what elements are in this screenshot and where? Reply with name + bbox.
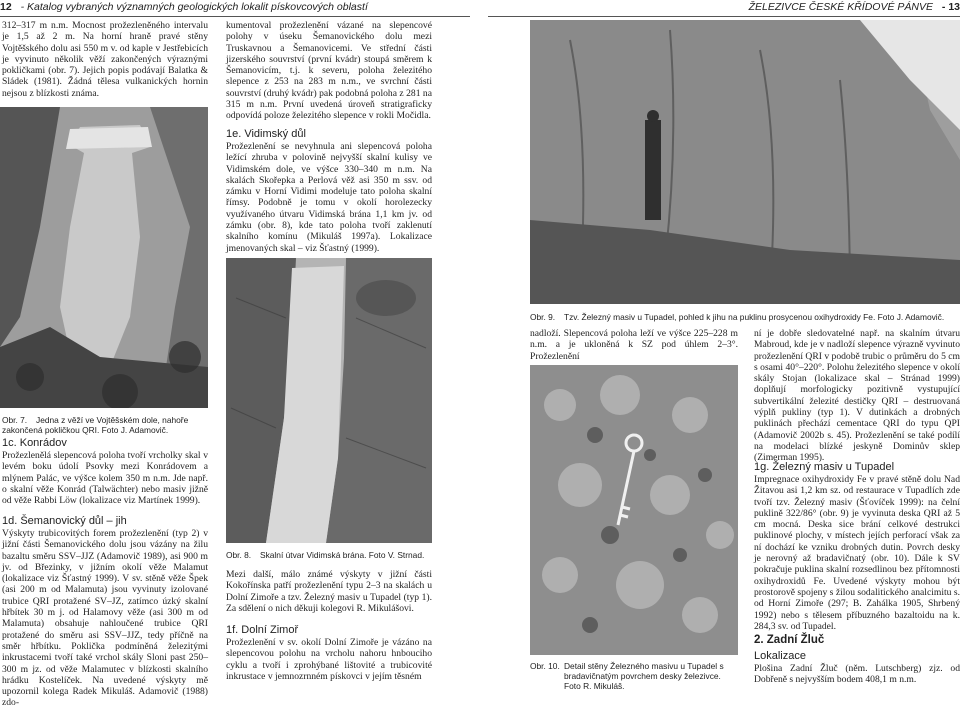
- heading-1f: 1f. Dolní Zimoř: [226, 624, 299, 636]
- caption-fig10: [530, 661, 740, 691]
- heading-1e: 1e. Vidimský důl: [226, 128, 306, 140]
- col2-section-1f-text: [226, 637, 432, 682]
- caption-text: Jedna z věží ve Vojtěšském dole, nahoře zakončená pokličkou QRI. Foto J. Adamovič.: [2, 415, 189, 435]
- paragraph: Prožezlenění v sv. okolí Dolní Zimoře je vázáno na slepencovou polohu na vrcholu nahoru hnbouciho cyklu a tvoří i zprohýbané lištovité a trubicovité inkrustace v jemnozrnném pískovci v jejím těsném: [226, 637, 432, 682]
- page-number-left: 12: [0, 1, 12, 13]
- col2-top-text: [226, 20, 432, 122]
- col1-section-1d-text: [2, 528, 208, 709]
- photo-fig8-vidimska-brana: [226, 258, 432, 543]
- caption-text: Tzv. Železný masiv u Tupadel, pohled k jihu na puklinu prosycenou oxihydroxidy Fe. Foto J. Adamovič.: [564, 312, 945, 322]
- header-title-right: ŽELEZIVCE ČESKÉ KŘÍDOVÉ PÁNVE: [748, 1, 933, 13]
- heading-2: 2. Zadní Žluč: [754, 634, 825, 646]
- col2-section-1e-text: [226, 141, 432, 254]
- heading-1g: 1g. Železný masiv u Tupadel: [754, 461, 895, 473]
- caption-fig8: [226, 550, 432, 560]
- col3-top-text: [530, 328, 738, 362]
- paragraph: Prožezlenění se nevyhnula ani slepencová poloha ležící zhruba v polovině nejvyšší skalní kulisy ve Vidimském dole, ve výšce 330–340 m n.m. Na skalách Skořepka a Perlová věž asi 350 m ssv. od zámku v Horní Vidimi modeluje tato poloha skalní římsy. Podobně je tomu v okolí horolezecky využívaného útvaru Vidimská brána 1,1 km jv. od zámku (obr. 8), kde tato poloha tvoří zaklenutí skalního komínu (Mikuláš 1997a). Lokalizace jmenovaných skal – viz Šťastný (1999).: [226, 141, 432, 254]
- caption-number: Obr. 10.: [530, 661, 560, 671]
- running-header-left: [0, 0, 470, 17]
- page-number-right: - 13: [941, 1, 960, 13]
- heading-1d: 1d. Šemanovický důl – jih: [2, 515, 127, 527]
- col4-section-1g-text: [754, 474, 960, 632]
- col4-top-text: [754, 328, 960, 464]
- heading-1c: 1c. Konrádov: [2, 437, 67, 449]
- col1-section-1c-text: [2, 450, 208, 506]
- paragraph: Impregnace oxihydroxidy Fe v pravé stěně dolu Nad Žitavou asi 1,2 km sz. od restaurace v Tupadlích zde tvoří tzv. Železný masiv (Šťovíček 1999): na čelní puklině 322/86° (obr. 9) je vyvinuta deska QRI až 5 cm mocná. Deska sice brání celkové destrukci puklinové plochy, v místech jejích perforací však za ní dochází ke vzniku drobných dutin. Povrch desky je nerovný až bradavičnatý (obr. 10). Dále k SV pokračuje puklina skalní rozsedlinou bez přítomnosti oxihydroxidů Fe. Uvedené výskyty mohou být prostorově spojeny s žilou sodalitického analcimitu s. od Horní Zimoře (297; B. Zahálka 1905, Shrbený 1992) nebo s tělesem příbuzného bazaltoidu na k. 284,3 sv. od Tupadel.: [754, 474, 960, 632]
- paragraph: kumentoval prožezlenění vázané na slepencové polohy v úseku Šemanovického dolu mezi Truskavnou a Šemanovicemi. Ve střední části jizerského souvrství (první kvádr) stoupá směrem k Šemanovicím, t.j. k severu, poloha železitého slepence z 253 na 283 m n.m., ve svrchní části souvrství (druhý kvádr) pak podobná poloha z 281 na 315 m n.m. První uvedená úroveň stratigraficky odpovídá poloze železitého slepence v rokli Močidla.: [226, 20, 432, 122]
- caption-fig7: [2, 415, 208, 435]
- photo-fig9-zelezny-masiv: [530, 20, 960, 304]
- col4-section-2-text: [754, 663, 960, 686]
- paragraph: Plošina Zadní Žluč (něm. Lutschberg) zjz. od Dobřeně s nejvyšším bodem 408,1 m n.m.: [754, 663, 960, 686]
- paragraph: ní je dobře sledovatelné např. na skalním útvaru Mabroud, kde je v nadloží slepence výrazně vyvinuto prožezlenění QRI v podobě trubic o průměru do 5 cm s osami 40°–220°. Polohu železitého slepence v okolí skály Stojan (lokalizace skal – Stránad 1999) doplňují morfologicky pozitivně vystupující subvertikální železité destičky QRI – destruovaná výplň pukliny (typ 1). V dutinkách a drobných puklinách přechází cementace QRI do typu QPI (Adamovič 2002b s. 45). Prožezlenění se také podílí na modelaci blízké jeskyně Dominův sklep (Zimerman 1995).: [754, 328, 960, 464]
- photo-fig7-rock-tower: [0, 107, 208, 408]
- paragraph: 312–317 m n.m. Mocnost prožezleněného intervalu je 1,5 až 2 m. Na horní hraně pravé stěny Vojtěšského dolu asi 550 m v. od kaple v Jestřebicích je vyvinuto několik věží zakončených výraznými pokličkami (obr. 7). Jejich popis podávají Balatka & Sládek (1981). Žádná tělesa vulkanických hornin nejsou z blízkosti známa.: [2, 20, 208, 99]
- paragraph: Mezi další, málo známé výskyty v jižní části Kokořínska patří prožezlenění typu 2–3 na skalách u Dolní Zimoře a tzv. Železný masiv u Tupadel (typ 1). Za sdělení o nich děkuji kolegovi R. Mikulášovi.: [226, 569, 432, 614]
- col1-top-text: [2, 20, 208, 99]
- caption-number: Obr. 9.: [530, 312, 556, 322]
- caption-number: Obr. 8.: [226, 550, 252, 560]
- running-header-right: [488, 0, 960, 17]
- caption-number: Obr. 7.: [2, 415, 28, 425]
- caption-fig9: [530, 312, 960, 322]
- subheading-lokalizace: Lokalizace: [754, 650, 806, 662]
- caption-text: Detail stěny Železného masivu u Tupadel s bradavičnatým povrchem desky železivce. Foto R. Mikuláš.: [564, 661, 724, 691]
- header-title-left: - Katalog vybraných významných geologických lokalit pískovcových oblastí: [20, 1, 368, 13]
- paragraph: Prožezlenělá slepencová poloha tvoří vrcholky skal v levém boku údolí Psovky mezi Konrádovem a mlýnem Palác, ve výšce kolem 350 m n.m. Jde např. o skalní věže Konrád (Talwächter) nebo masiv jižně od věže Rabbi Löw (lokalizace viz Martínek 1999).: [2, 450, 208, 507]
- paragraph: nadloží. Slepencová poloha leží ve výšce 225–228 m n.m. a je ukloněná k SZ pod úhlem 2–3°. Prožezlenění: [530, 328, 738, 362]
- photo-fig10-iron-plate-detail: [530, 365, 738, 655]
- caption-text: Skalní útvar Vidimská brána. Foto V. Strnad.: [260, 550, 425, 560]
- paragraph: Výskyty trubicovitých forem prožezlenění (typ 2) v jižní části Šemanovického dolu jsou vázány na žilu bazaltu směru SSV–JJZ (Adamovič 1989), asi 900 m jv. od Březinky, v jižním okolí věže Malamut (lokalizace viz Šťastný 1999). V sv. stěně věže Špek (asi 200 m od Malamuta) jsou vyvinuty izolované trubice QRI protažené SV–JZ, zatímco úzký skalní hřbítek 30 m j. od Halamovy věže (asi 300 m od Malamuta) obsahuje nahloučené trubice QRI protažené do směru asi SSV–JJZ, tedy příčně na směr hřbítku. Poklička podmíněná železitými inkrustacemi tvoří také vrchol skály Sloni past 250–300 m jz. od věže Malamutec v blízkosti skalního hrádku Kostelíček. Na uvedené výskyty mě upozornil kolega Radek Mikuláš. Adamovič (1988) zdo-: [2, 528, 208, 709]
- col2-bottom-text: [226, 569, 432, 614]
